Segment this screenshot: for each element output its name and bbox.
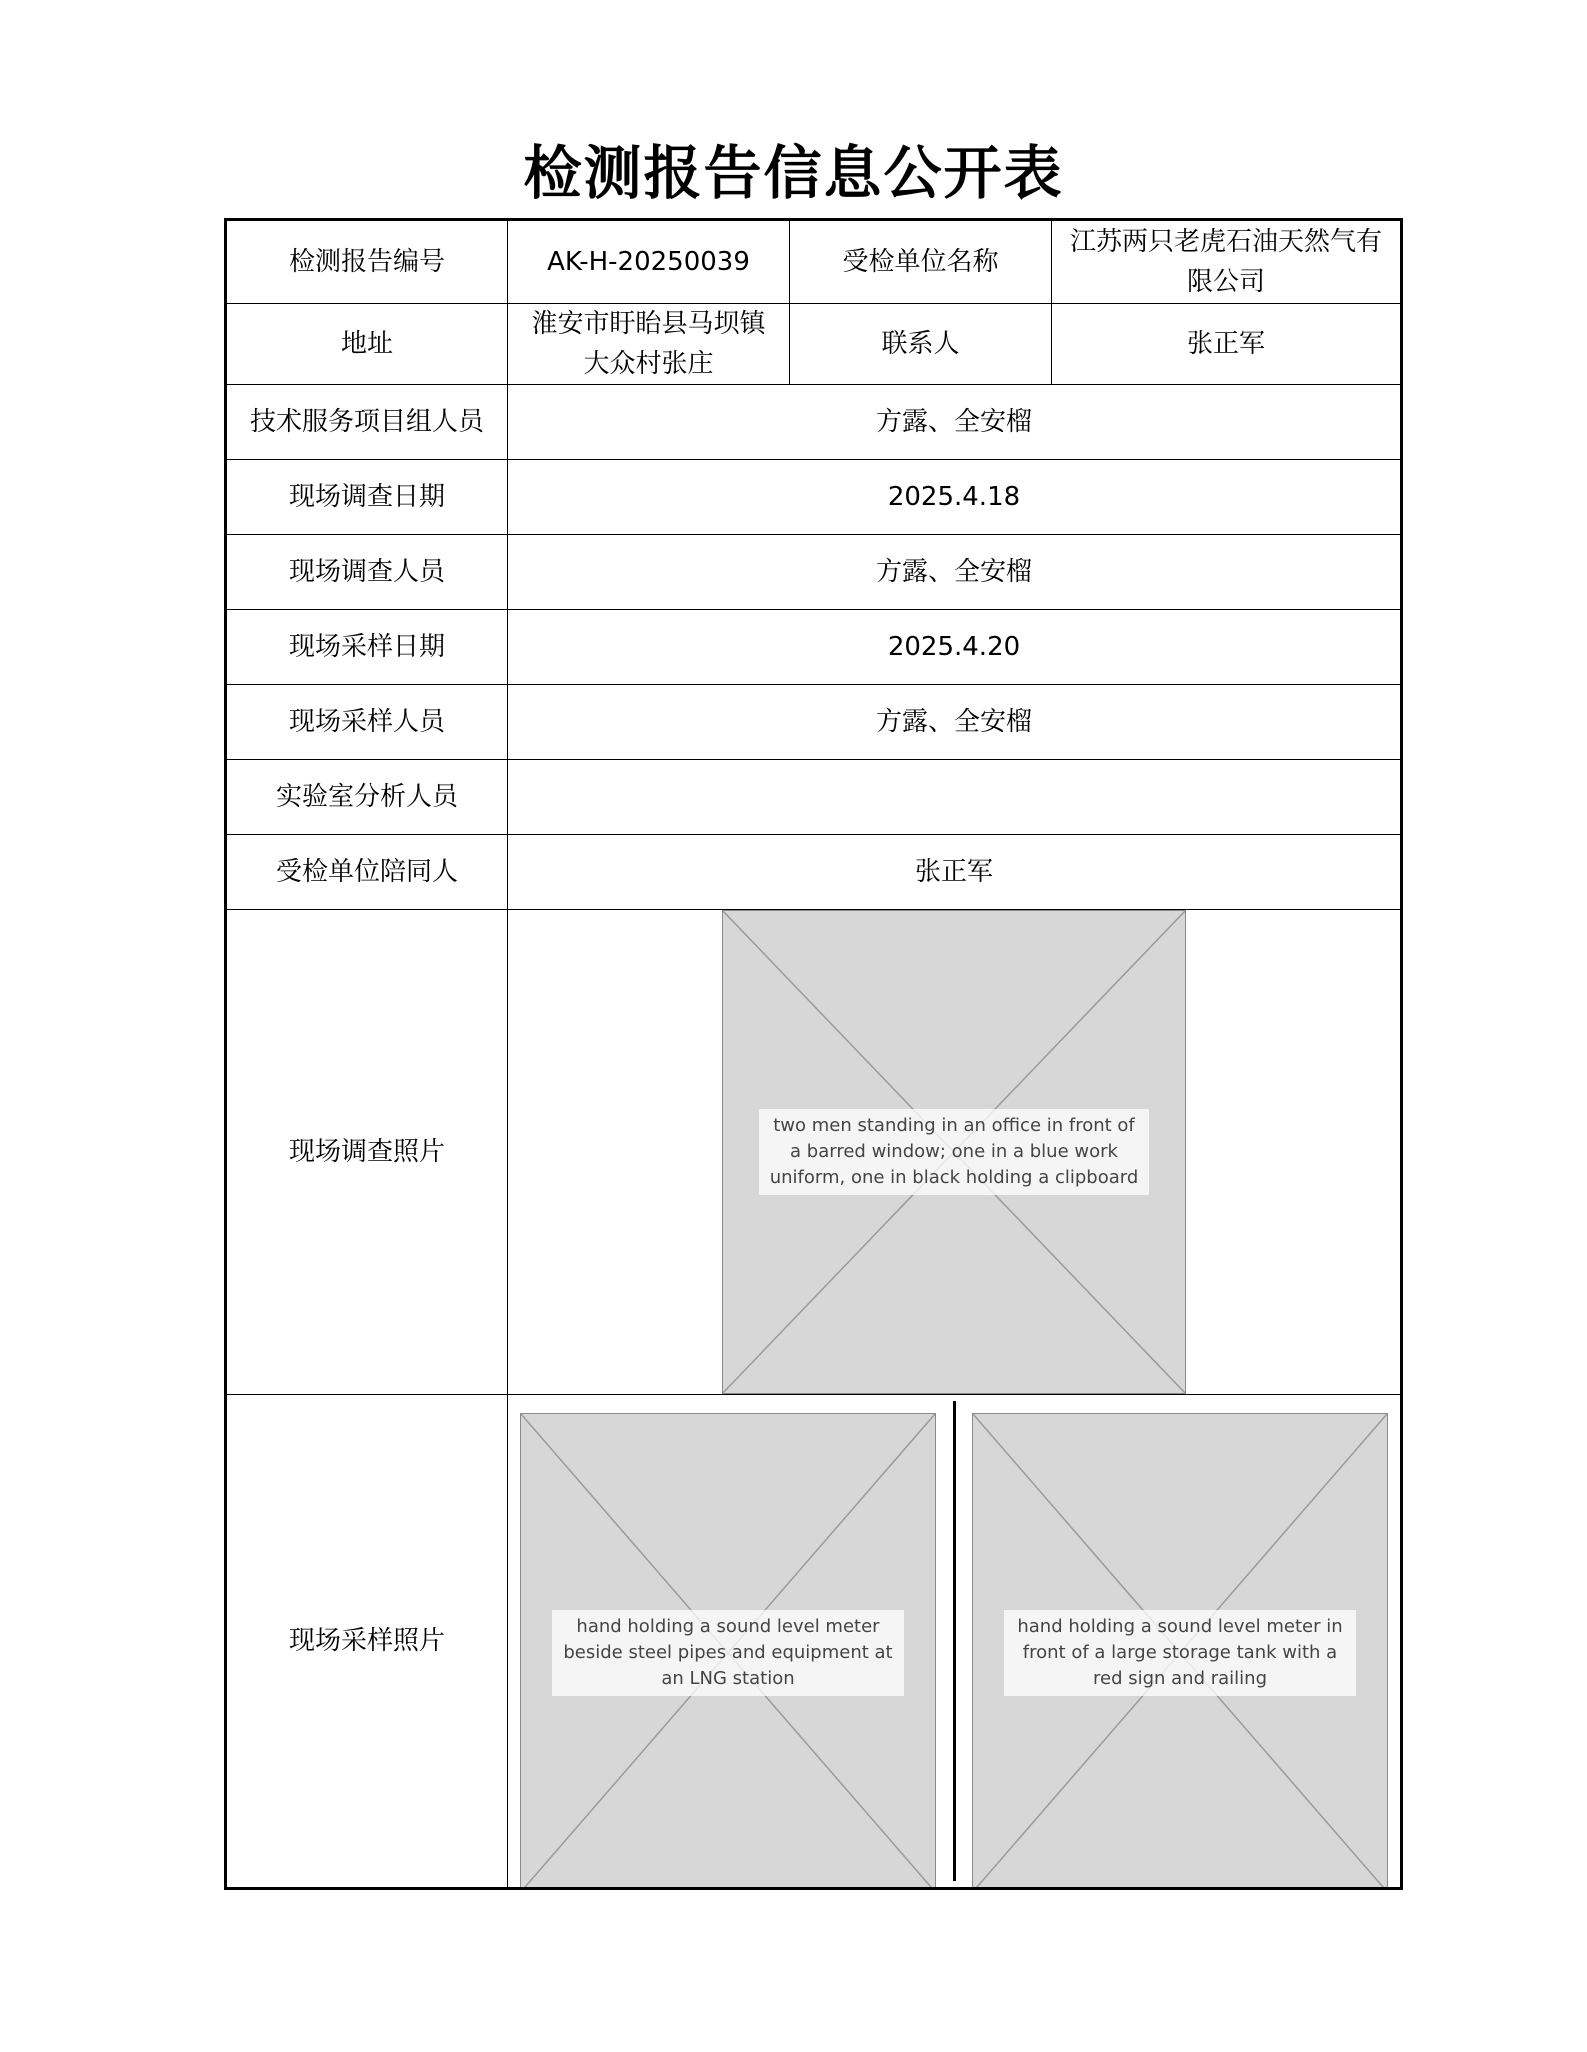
- unit-name-value: 江苏两只老虎石油天然气有限公司: [1052, 220, 1402, 304]
- contact-value: 张正军: [1052, 304, 1402, 385]
- team-label: 技术服务项目组人员: [226, 385, 508, 460]
- survey-photo-cell: [508, 910, 1402, 1395]
- sampling-staff-value: 方露、全安榴: [508, 685, 1402, 760]
- lab-staff-label: 实验室分析人员: [226, 760, 508, 835]
- team-value: 方露、全安榴: [508, 385, 1402, 460]
- sampling-photo-1: [520, 1413, 936, 1889]
- survey-photo: [722, 910, 1186, 1394]
- survey-photo-label: 现场调查照片: [226, 910, 508, 1395]
- address-label: 地址: [226, 304, 508, 385]
- survey-photo-caption: two men standing in an office in front of a barred window; one in a blue work uniform, one in black holding a clipboard: [759, 1109, 1149, 1195]
- survey-staff-label: 现场调查人员: [226, 535, 508, 610]
- report-no-value: AK-H-20250039: [508, 220, 790, 304]
- table-row: [226, 535, 1402, 610]
- sampling-photo-1-caption: hand holding a sound level meter beside steel pipes and equipment at an LNG station: [552, 1610, 903, 1696]
- escort-value: 张正军: [508, 835, 1402, 910]
- sampling-date-label: 现场采样日期: [226, 610, 508, 685]
- survey-date-label: 现场调查日期: [226, 460, 508, 535]
- page-title: 检测报告信息公开表: [523, 139, 1064, 207]
- report-table: [224, 218, 1403, 1890]
- table-row: [226, 1395, 1402, 1889]
- contact-label: 联系人: [790, 304, 1052, 385]
- sampling-staff-label: 现场采样人员: [226, 685, 508, 760]
- table-row: [226, 760, 1402, 835]
- unit-name-label: 受检单位名称: [790, 220, 1052, 304]
- survey-date-value: 2025.4.18: [508, 460, 1402, 535]
- sampling-date-value: 2025.4.20: [508, 610, 1402, 685]
- sampling-photo-pair: [520, 1401, 1388, 1881]
- table-row: [226, 910, 1402, 1395]
- table-row: [226, 304, 1402, 385]
- photo-divider: [953, 1401, 956, 1881]
- escort-label: 受检单位陪同人: [226, 835, 508, 910]
- table-row: [226, 460, 1402, 535]
- table-row: [226, 610, 1402, 685]
- sampling-photo-label: 现场采样照片: [226, 1395, 508, 1889]
- lab-staff-value: [508, 760, 1402, 835]
- survey-staff-value: 方露、全安榴: [508, 535, 1402, 610]
- report-no-label: 检测报告编号: [226, 220, 508, 304]
- sampling-photo-2-caption: hand holding a sound level meter in front of a large storage tank with a red sign and railing: [1004, 1610, 1355, 1696]
- table-row: [226, 385, 1402, 460]
- sampling-photo-cell: [508, 1395, 1402, 1889]
- sampling-photo-2: [972, 1413, 1388, 1889]
- table-row: [226, 685, 1402, 760]
- address-value: 淮安市盱眙县马坝镇大众村张庄: [508, 304, 790, 385]
- table-row: [226, 835, 1402, 910]
- table-row: [226, 220, 1402, 304]
